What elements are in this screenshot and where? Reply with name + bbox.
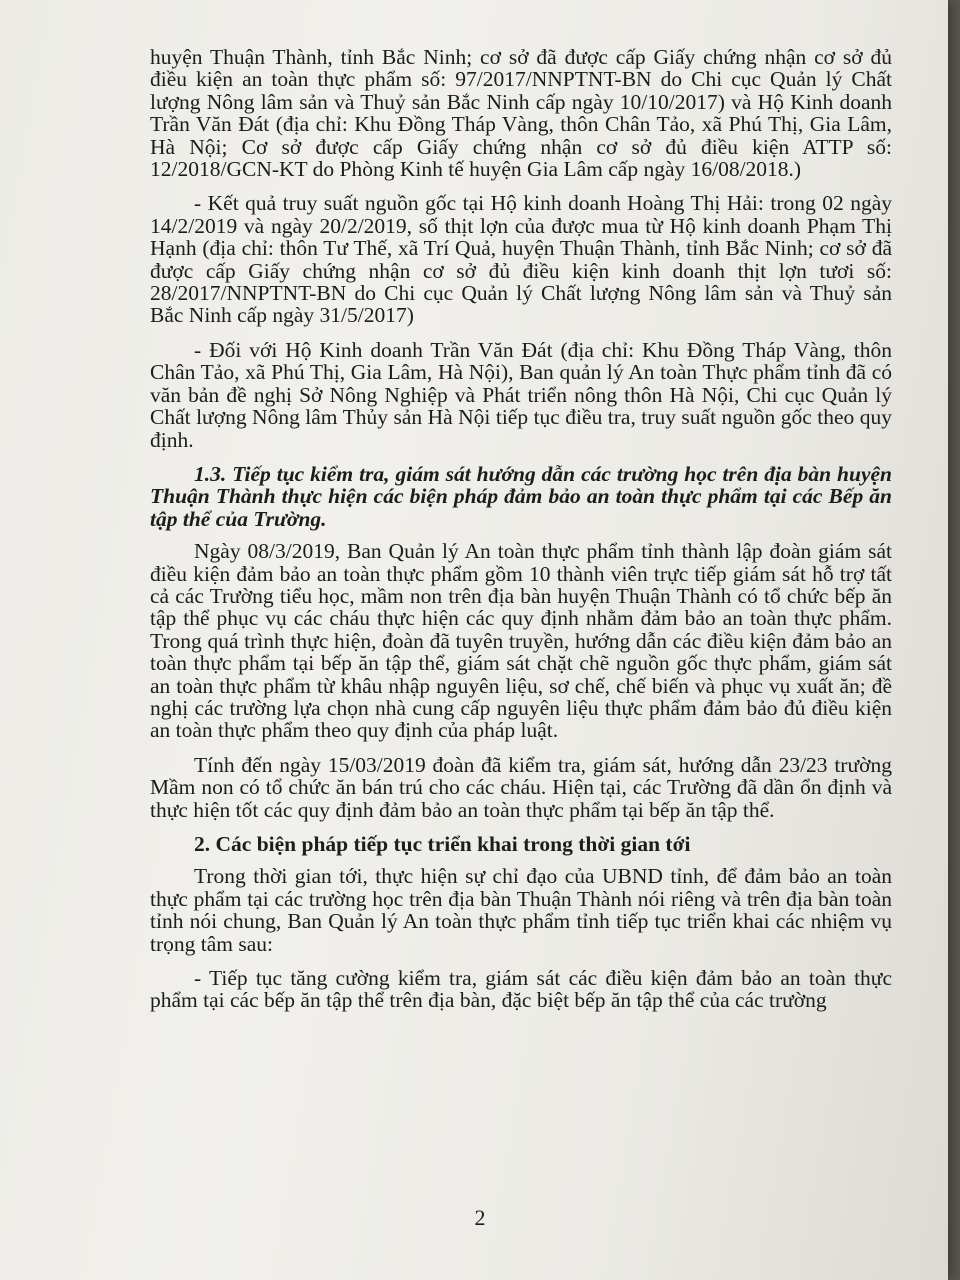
section-heading-1-3: 1.3. Tiếp tục kiểm tra, giám sát hướng dẫn các trường học trên địa bàn huyện Thuận Thành thực hiện các biện pháp đảm bảo an toàn thực phẩm tại các Bếp ăn tập thể của Trường. xyxy=(150,461,892,531)
paragraph-continuation: huyện Thuận Thành, tỉnh Bắc Ninh; cơ sở đã được cấp Giấy chứng nhận cơ sở đủ điều kiện an toàn thực phẩm số: 97/2017/NNPTNT-BN do Chi cục Quản lý Chất lượng Nông lâm sản và Thuỷ sản Bắc Ninh cấp ngày 10/10/2017) và Hộ Kinh doanh Trần Văn Đát (địa chỉ: Khu Đồng Tháp Vàng, thôn Chân Tảo, xã Phú Thị, Gia Lâm, Hà Nội; Cơ sở được cấp Giấy chứng nhận cơ sở đủ điều kiện ATTP số: 12/2018/GCN-KT do Phòng Kinh tế huyện Gia Lâm cấp ngày 16/08/2018.) xyxy=(150,45,892,182)
page-number: 2 xyxy=(474,1205,486,1230)
paragraph-status-summary: Tính đến ngày 15/03/2019 đoàn đã kiểm tra, giám sát, hướng dẫn 23/23 trường Mầm non có tổ chức ăn bán trú cho các cháu. Hiện tại, các Trường đã dần ổn định và thực hiện tốt các quy định đảm bảo an toàn thực phẩm tại bếp ăn tập thể. xyxy=(150,752,892,822)
paragraph-inspection-team: Ngày 08/3/2019, Ban Quản lý An toàn thực phẩm tỉnh thành lập đoàn giám sát điều kiện đảm bảo an toàn thực phẩm gồm 10 thành viên trực tiếp giám sát hỗ trợ tất cả các Trường tiểu học, mầm non trên địa bàn huyện Thuận Thành có tổ chức bếp ăn tập thể phục vụ các cháu thực hiện các quy định nhằm đảm bảo an toàn thực phẩm. Trong quá trình thực hiện, đoàn đã tuyên truyền, hướng dẫn các điều kiện đảm bảo an toàn thực phẩm tại bếp ăn tập thể, giám sát chặt chẽ nguồn gốc thực phẩm, giám sát an toàn thực phẩm từ khâu nhập nguyên liệu, sơ chế, chế biến và phục vụ xuất ăn; đề nghị các trường lựa chọn nhà cung cấp nguyên liệu thực phẩm đảm bảo đủ điều kiện an toàn thực phẩm theo quy định của pháp luật. xyxy=(150,539,892,743)
paragraph-tran-van-dat: - Đối với Hộ Kinh doanh Trần Văn Đát (địa chỉ: Khu Đồng Tháp Vàng, thôn Chân Tảo, xã Phú Thị, Gia Lâm, Hà Nội), Ban quản lý An toàn Thực phẩm tỉnh đã có văn bản đề nghị Sở Nông Nghiệp và Phát triển nông thôn Hà Nội, Chi cục Quản lý Chất lượng Nông lâm Thủy sản Hà Nội tiếp tục điều tra, truy suất nguồn gốc theo quy định. xyxy=(150,337,892,452)
paragraph-future-tasks: Trong thời gian tới, thực hiện sự chỉ đạo của UBND tỉnh, để đảm bảo an toàn thực phẩm tại các trường học trên địa bàn Thuận Thành nói riêng và trên địa bàn toàn tỉnh nói chung, Ban Quản lý An toàn thực phẩm tỉnh tiếp tục triển khai các nhiệm vụ trọng tâm sau: xyxy=(150,864,892,956)
paragraph-trace-result: - Kết quả truy suất nguồn gốc tại Hộ kinh doanh Hoàng Thị Hải: trong 02 ngày 14/2/2019 và ngày 20/2/2019, số thịt lợn của được mua từ Hộ kinh doanh Phạm Thị Hạnh (địa chỉ: thôn Tư Thế, xã Trí Quả, huyện Thuận Thành, tỉnh Bắc Ninh; cơ sở đã được cấp Giấy chứng nhận cơ sở đủ điều kiện kinh doanh thịt lợn tươi số: 28/2017/NNPTNT-BN do Chi cục Quản lý Chất lượng Nông lâm sản và Thuỷ sản Bắc Ninh cấp ngày 31/5/2017) xyxy=(150,191,892,328)
section-heading-2: 2. Các biện pháp tiếp tục triển khai trong thời gian tới xyxy=(194,832,691,856)
document-body xyxy=(150,46,892,1024)
paragraph-task-bullet: - Tiếp tục tăng cường kiểm tra, giám sát các điều kiện đảm bảo an toàn thực phẩm tại các bếp ăn tập thể trên địa bàn, đặc biệt bếp ăn tập thể của các trường xyxy=(150,966,892,1013)
